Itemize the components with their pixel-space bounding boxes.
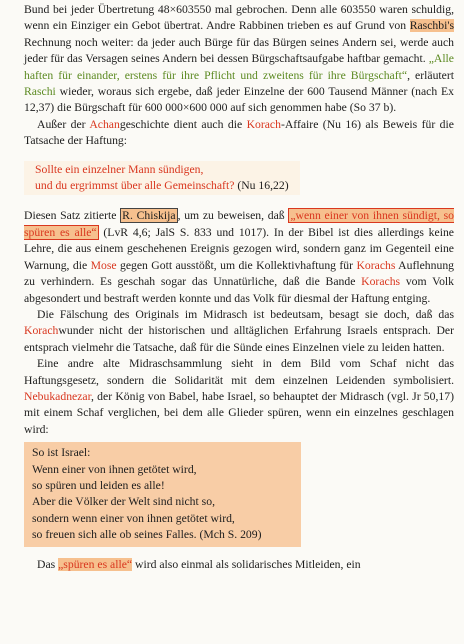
name-korachs: Korachs [356, 258, 396, 272]
name-nebukadnezar: Nebukadnezar [24, 389, 92, 403]
quote1-line-1: Sollte ein einzelner Mann sündigen, [35, 162, 204, 176]
midrash-quote-israel [24, 442, 301, 546]
paragraph-faelschung: Die Fälschung des Originals im Midrasch ist bedeutsam, besagt sie doch, daß das Korachwunder nicht der historischen und alltäglichen Erfahrung Israels entsprach. Der entsprach vielmehr die Tatsache, daß für die Sünde eines Einzelnen viele zu leiden hatten. [24, 307, 454, 354]
name-mose: Mose [90, 258, 117, 272]
quote2-line-3: so spüren und leiden es alle! [32, 478, 165, 492]
bible-quote-numbers [24, 161, 300, 196]
name-chiskija: R. Chiskija [122, 209, 176, 223]
quote1-line-2: und du ergrimmst über alle Gemeinschaft? [35, 179, 235, 193]
name-korach: Korach [246, 117, 281, 131]
quote2-line-4: Aber die Völker der Welt sind nicht so, [32, 495, 215, 509]
quote-green-haften: „Alle haften für einander, erstens für ihre Pflicht und zweitens für ihre Bürgschaft“ [24, 52, 454, 82]
quote2-line-6: so freuen sich alle ob seines Falles. [32, 528, 197, 542]
quote-spueren-es-alle: „spüren es alle“ [58, 557, 133, 571]
name-achan: Achan [89, 117, 120, 131]
paragraph-chiskija: Diesen Satz zitierte R. Chiskija , um zu beweisen, daß „wenn einer von ihnen sündigt, so spüren es alle“ (LvR 4,6; JalS S. 833 und 1017). In der Bibel ist dies allerdings keine Lehre, die aus einem geschehenen Ereignis gezogen wird, sondern ganz im Gegenteil eine Warnung, die Mose gegen Gott ausstößt, um die Kollektivhaftung für Korachs Auflehnung zu verhindern. Es geschah sogar das Unnatürliche, daß die Bande Korachs vom Volk abgesondert und bestraft werden konnte und das Volk für diesmal der Haftung entging. [24, 209, 455, 305]
paragraph-spueren: Das „spüren es alle“ wird also einmal als solidarisches Mitleiden, ein [37, 557, 361, 571]
name-korachs-2: Korachs [361, 275, 401, 289]
paragraph-nebukadnezar: Eine andre alte Midraschsammlung sieht in dem Bild vom Schaf nicht das Haftungsgesetz, sondern die Solidarität mit dem einzelnen Leidenden symbolisiert. Nebukadnezar, der König von Babel, habe Israel, so behauptet der Midrasch (vgl. Jr 50,17) mit einem Schaf verglichen, bei dem alle Glieder spüren, wenn ein einzelnes geschlagen wird: [24, 357, 454, 436]
quote2-line-1: So ist Israel: [32, 446, 91, 460]
quote2-line-5: sondern wenn einer von ihnen getötet wird, [32, 511, 235, 525]
quote2-reference: (Mch S. 209) [196, 528, 262, 542]
quote1-reference: (Nu 16,22) [234, 179, 289, 193]
name-korach-wunder: Korach [24, 324, 59, 338]
quote2-line-2: Wenn einer von ihnen getötet wird, [32, 462, 197, 476]
name-raschi: Raschi [24, 85, 56, 99]
paragraph-achan: Außer der Achangeschichte dient auch die Korach-Affaire (Nu 16) als Beweis für die Tatsache der Haftung: [24, 117, 454, 148]
name-raschbi: Raschbi's [409, 19, 454, 33]
paragraph-raschbi: Bund bei jeder Übertretung 48×603550 mal gebrochen. Denn alle 603550 waren schuldig, wenn ein Einziger ein Gebot übertrat. Andre Rabbinen trieben es auf Grund von Raschbi's Rechnung noch weiter: da jeder auch Bürge für das Bürgen seines Andern sei, werde auch jeder für das Versagen seines Andern bei dessen Bürgschaftsaufgabe haftbar gemacht. „Alle haften für einander, erstens für ihre Pflicht und zweitens für ihre Bürgschaft“, erläutert Raschi wieder, woraus sich ergebe, daß jeder Einzelne der 600 Tausend Männer (nach Ex 12,37) die Bürgschaft für 600 000×600 000 auf sich genommen habe (So 37 b). [24, 3, 454, 115]
quote-wenn-einer: „wenn einer von ihnen sündigt, so spüren es alle“ [24, 209, 454, 239]
